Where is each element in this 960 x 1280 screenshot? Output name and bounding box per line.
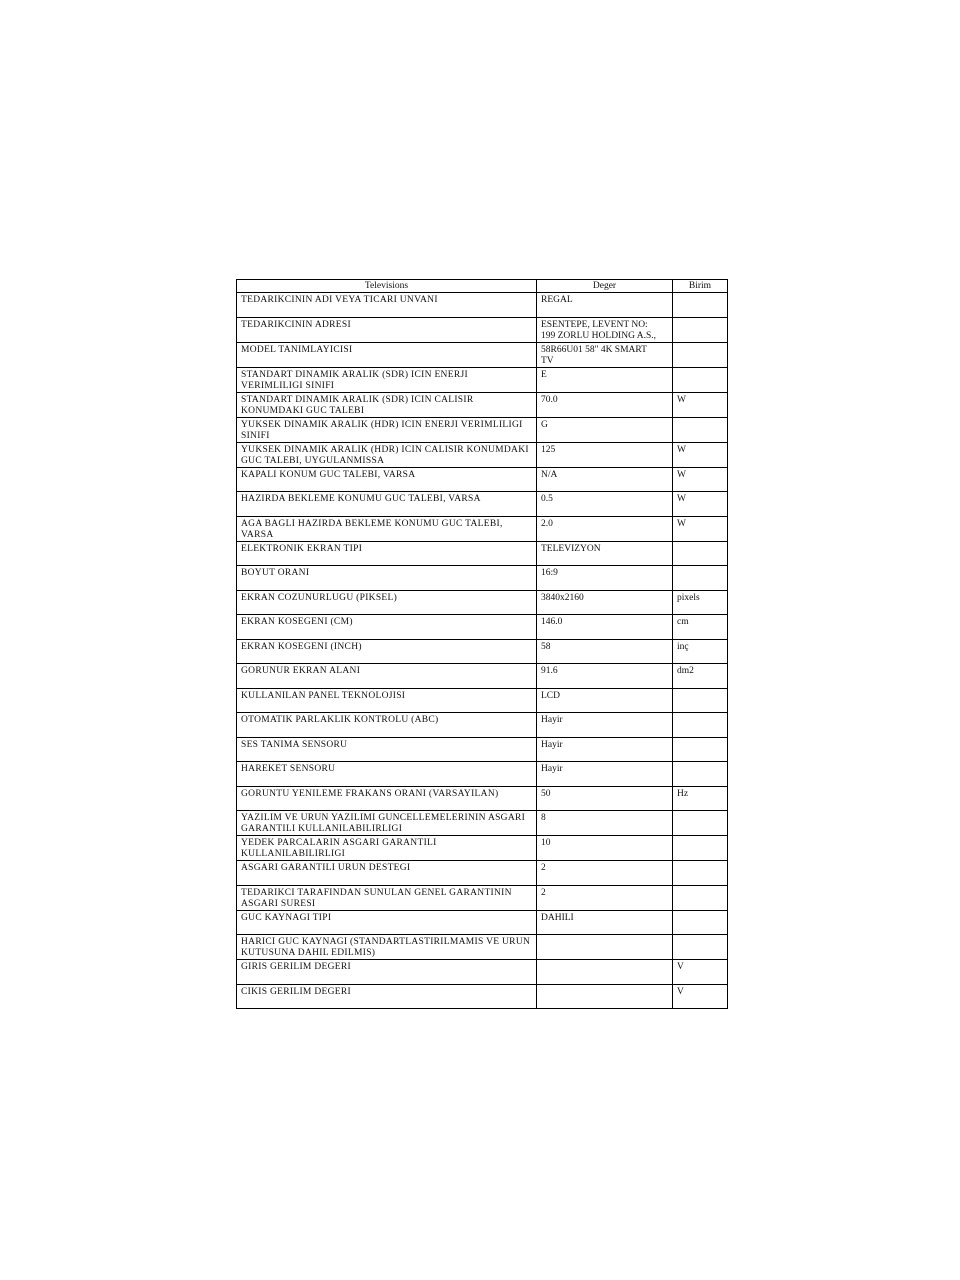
table-row xyxy=(237,342,728,367)
unit-cell-text: Hz xyxy=(677,788,689,799)
parameter-cell-text: EKRAN COZUNURLUGU (PIKSEL) xyxy=(241,592,398,603)
unit-cell xyxy=(673,392,728,417)
parameter-cell-text: TEDARIKCININ ADI VEYA TICARI UNVANI xyxy=(241,295,438,305)
value-cell xyxy=(537,467,673,492)
unit-cell xyxy=(673,492,728,517)
value-cell xyxy=(537,960,673,985)
value-cell-text: 8 xyxy=(541,813,546,823)
value-cell xyxy=(537,836,673,861)
parameter-cell-text: YUKSEK DINAMIK ARALIK (HDR) ICIN CALISIR KONUMDAKI GUC TALEBI, UYGULANMISSA xyxy=(241,444,529,466)
value-cell-text: Hayir xyxy=(541,739,563,750)
unit-cell-text: W xyxy=(677,494,686,504)
table-row xyxy=(237,713,728,738)
table-row xyxy=(237,442,728,467)
unit-cell-text: W xyxy=(677,444,686,455)
parameter-cell xyxy=(237,541,537,566)
parameter-cell xyxy=(237,885,537,910)
table-row xyxy=(237,811,728,836)
value-cell-text: REGAL xyxy=(541,295,573,305)
unit-cell-text xyxy=(673,738,727,740)
value-cell-text: Hayir xyxy=(541,715,563,725)
unit-cell-text xyxy=(673,886,727,888)
value-cell xyxy=(537,786,673,811)
unit-cell xyxy=(673,688,728,713)
parameter-cell-text: OTOMATIK PARLAKLIK KONTROLU (ABC) xyxy=(241,715,439,725)
parameter-cell-text: AGA BAGLI HAZIRDA BEKLEME KONUMU GUC TALEBI, VARSA xyxy=(241,518,503,540)
header-parameter: Televisions xyxy=(237,280,537,293)
parameter-cell-text: ASGARI GARANTILI URUN DESTEGI xyxy=(241,863,411,873)
parameter-cell-text: YAZILIM VE URUN YAZILIMI GUNCELLEMELERININ ASGARI GARANTILI KULLANILABILIRLIGI xyxy=(241,813,526,834)
unit-cell xyxy=(673,317,728,342)
table-row xyxy=(237,293,728,318)
unit-cell xyxy=(673,467,728,492)
value-cell-text: 2 xyxy=(541,887,546,898)
table-row xyxy=(237,836,728,861)
value-cell xyxy=(537,566,673,591)
table-row xyxy=(237,590,728,615)
unit-cell xyxy=(673,417,728,442)
header-value: Deger xyxy=(537,280,673,293)
unit-cell-text xyxy=(673,935,727,937)
table-row xyxy=(237,688,728,713)
table-row xyxy=(237,417,728,442)
table-row xyxy=(237,861,728,886)
unit-cell xyxy=(673,935,728,960)
unit-cell xyxy=(673,836,728,861)
value-cell-text: 2 xyxy=(541,863,546,873)
table-row xyxy=(237,615,728,640)
parameter-cell-text: CIKIS GERILIM DEGERI xyxy=(241,986,351,997)
parameter-cell-text: KAPALI KONUM GUC TALEBI, VARSA xyxy=(241,469,416,480)
unit-cell-text xyxy=(673,318,727,320)
parameter-cell xyxy=(237,590,537,615)
parameter-cell xyxy=(237,935,537,960)
spec-table xyxy=(236,279,728,1009)
parameter-cell xyxy=(237,467,537,492)
unit-cell-text xyxy=(673,343,727,345)
table-row xyxy=(237,392,728,417)
value-cell xyxy=(537,442,673,467)
unit-cell xyxy=(673,442,728,467)
unit-cell xyxy=(673,762,728,787)
value-cell-text xyxy=(537,985,672,987)
unit-cell-text: W xyxy=(677,518,686,529)
parameter-cell-text: GORUNUR EKRAN ALANI xyxy=(241,666,361,676)
unit-cell xyxy=(673,984,728,1009)
parameter-cell xyxy=(237,566,537,591)
unit-cell-text xyxy=(673,418,727,420)
value-cell xyxy=(537,417,673,442)
unit-cell xyxy=(673,615,728,640)
value-cell-text: Hayir xyxy=(541,764,563,774)
value-cell xyxy=(537,516,673,541)
value-cell-text: 91.6 xyxy=(541,666,558,676)
value-cell xyxy=(537,590,673,615)
parameter-cell-text: ELEKTRONIK EKRAN TIPI xyxy=(241,543,363,554)
unit-cell xyxy=(673,713,728,738)
unit-cell-text xyxy=(673,836,727,838)
parameter-cell-text: TEDARIKCININ ADRESI xyxy=(241,319,351,330)
parameter-cell xyxy=(237,317,537,342)
table-row xyxy=(237,664,728,689)
table-body xyxy=(237,293,728,1009)
table-row xyxy=(237,984,728,1009)
unit-cell xyxy=(673,811,728,836)
unit-cell xyxy=(673,910,728,935)
unit-cell-text: V xyxy=(677,962,684,972)
value-cell-text xyxy=(537,960,672,962)
parameter-cell-text: KULLANILAN PANEL TEKNOLOJISI xyxy=(241,690,406,701)
value-cell-text: 58R66U01 58" 4K SMART TV xyxy=(541,344,647,366)
value-cell xyxy=(537,688,673,713)
table-row xyxy=(237,639,728,664)
parameter-cell xyxy=(237,615,537,640)
parameter-cell-text: EKRAN KOSEGENI (CM) xyxy=(241,617,353,627)
unit-cell-text xyxy=(673,861,727,863)
value-cell-text: 146.0 xyxy=(541,617,563,627)
parameter-cell xyxy=(237,713,537,738)
value-cell xyxy=(537,639,673,664)
unit-cell xyxy=(673,960,728,985)
value-cell xyxy=(537,342,673,367)
value-cell-text: LCD xyxy=(541,690,560,701)
unit-cell-text xyxy=(673,811,727,813)
value-cell-text xyxy=(537,935,672,937)
value-cell xyxy=(537,984,673,1009)
table-row xyxy=(237,467,728,492)
table-row xyxy=(237,737,728,762)
value-cell xyxy=(537,935,673,960)
header-unit: Birim xyxy=(673,280,728,293)
table-row xyxy=(237,317,728,342)
parameter-cell xyxy=(237,516,537,541)
value-cell xyxy=(537,541,673,566)
unit-cell-text: pixels xyxy=(677,592,700,603)
unit-cell-text: W xyxy=(677,394,686,405)
table-row xyxy=(237,516,728,541)
parameter-cell xyxy=(237,639,537,664)
value-cell-text: DAHILI xyxy=(541,912,574,923)
value-cell-text: 10 xyxy=(541,838,551,848)
table-row xyxy=(237,762,728,787)
unit-cell-text: W xyxy=(677,469,686,480)
value-cell xyxy=(537,367,673,392)
unit-cell-text xyxy=(673,689,727,691)
unit-cell-text: cm xyxy=(677,617,689,627)
parameter-cell-text: STANDART DINAMIK ARALIK (SDR) ICIN ENERJI VERIMLILIGI SINIFI xyxy=(241,369,468,391)
value-cell xyxy=(537,910,673,935)
parameter-cell xyxy=(237,417,537,442)
unit-cell xyxy=(673,639,728,664)
value-cell xyxy=(537,861,673,886)
unit-cell xyxy=(673,786,728,811)
unit-cell-text: dm2 xyxy=(677,666,694,676)
parameter-cell-text: BOYUT ORANI xyxy=(241,568,310,578)
value-cell-text: TELEVIZYON xyxy=(541,543,601,554)
table-row xyxy=(237,786,728,811)
parameter-cell xyxy=(237,984,537,1009)
value-cell-text: 70.0 xyxy=(541,394,558,405)
value-cell-text: 16:9 xyxy=(541,568,558,578)
table-row xyxy=(237,910,728,935)
unit-cell-text: inç xyxy=(677,641,689,652)
value-cell-text: 50 xyxy=(541,788,551,799)
table-row xyxy=(237,541,728,566)
value-cell-text: 0.5 xyxy=(541,494,553,504)
value-cell xyxy=(537,492,673,517)
table-row xyxy=(237,566,728,591)
value-cell xyxy=(537,885,673,910)
unit-cell-text xyxy=(673,368,727,370)
parameter-cell-text: GUC KAYNAGI TIPI xyxy=(241,912,332,923)
parameter-cell-text: HAZIRDA BEKLEME KONUMU GUC TALEBI, VARSA xyxy=(241,494,481,504)
parameter-cell xyxy=(237,960,537,985)
unit-cell xyxy=(673,541,728,566)
parameter-cell xyxy=(237,811,537,836)
value-cell-text: G xyxy=(541,419,548,430)
value-cell-text: 125 xyxy=(541,444,556,455)
parameter-cell xyxy=(237,836,537,861)
unit-cell-text xyxy=(673,762,727,764)
value-cell-text: 2.0 xyxy=(541,518,553,529)
value-cell xyxy=(537,811,673,836)
parameter-cell xyxy=(237,910,537,935)
parameter-cell xyxy=(237,442,537,467)
parameter-cell-text: HARICI GUC KAYNAGI (STANDARTLASTIRILMAMIS VE URUN KUTUSUNA DAHIL EDILMIS) xyxy=(241,937,531,958)
value-cell-text: ESENTEPE, LEVENT NO: 199 ZORLU HOLDING A.S., xyxy=(541,319,657,341)
unit-cell xyxy=(673,664,728,689)
unit-cell xyxy=(673,293,728,318)
unit-cell xyxy=(673,861,728,886)
value-cell-text: E xyxy=(541,369,547,380)
unit-cell-text xyxy=(673,293,727,295)
parameter-cell-text: TEDARIKCI TARAFINDAN SUNULAN GENEL GARANTININ ASGARI SURESI xyxy=(241,887,512,909)
unit-cell-text xyxy=(673,542,727,544)
parameter-cell-text: YUKSEK DINAMIK ARALIK (HDR) ICIN ENERJI VERIMLILIGI SINIFI xyxy=(241,419,523,441)
value-cell xyxy=(537,664,673,689)
value-cell xyxy=(537,762,673,787)
parameter-cell xyxy=(237,688,537,713)
value-cell xyxy=(537,615,673,640)
table-row xyxy=(237,492,728,517)
unit-cell xyxy=(673,516,728,541)
parameter-cell-text: GIRIS GERILIM DEGERI xyxy=(241,962,351,972)
unit-cell-text xyxy=(673,566,727,568)
unit-cell-text xyxy=(673,911,727,913)
parameter-cell xyxy=(237,664,537,689)
unit-cell xyxy=(673,737,728,762)
parameter-cell xyxy=(237,342,537,367)
value-cell xyxy=(537,317,673,342)
value-cell xyxy=(537,293,673,318)
parameter-cell-text: SES TANIMA SENSORU xyxy=(241,739,348,750)
table-row xyxy=(237,367,728,392)
table-row xyxy=(237,885,728,910)
parameter-cell-text: EKRAN KOSEGENI (INCH) xyxy=(241,641,362,652)
parameter-cell xyxy=(237,861,537,886)
parameter-cell xyxy=(237,786,537,811)
table-row xyxy=(237,935,728,960)
parameter-cell xyxy=(237,367,537,392)
parameter-cell xyxy=(237,737,537,762)
unit-cell xyxy=(673,566,728,591)
table-row xyxy=(237,960,728,985)
parameter-cell xyxy=(237,392,537,417)
value-cell-text: N/A xyxy=(541,469,558,480)
parameter-cell xyxy=(237,293,537,318)
value-cell xyxy=(537,713,673,738)
parameter-cell xyxy=(237,492,537,517)
unit-cell xyxy=(673,342,728,367)
unit-cell-text xyxy=(673,713,727,715)
parameter-cell-text: GORUNTU YENILEME FRAKANS ORANI (VARSAYILAN) xyxy=(241,788,499,799)
parameter-cell-text: STANDART DINAMIK ARALIK (SDR) ICIN CALISIR KONUMDAKI GUC TALEBI xyxy=(241,394,474,416)
parameter-cell xyxy=(237,762,537,787)
unit-cell xyxy=(673,367,728,392)
value-cell-text: 58 xyxy=(541,641,551,652)
parameter-cell-text: HAREKET SENSORU xyxy=(241,764,336,774)
unit-cell xyxy=(673,590,728,615)
parameter-cell-text: YEDEK PARCALARIN ASGARI GARANTILI KULLANILABILIRLIGI xyxy=(241,838,437,859)
table-header-row xyxy=(237,280,728,293)
value-cell xyxy=(537,392,673,417)
parameter-cell-text: MODEL TANIMLAYICISI xyxy=(241,344,353,355)
unit-cell xyxy=(673,885,728,910)
unit-cell-text: V xyxy=(677,986,684,997)
value-cell-text: 3840x2160 xyxy=(541,592,584,603)
value-cell xyxy=(537,737,673,762)
